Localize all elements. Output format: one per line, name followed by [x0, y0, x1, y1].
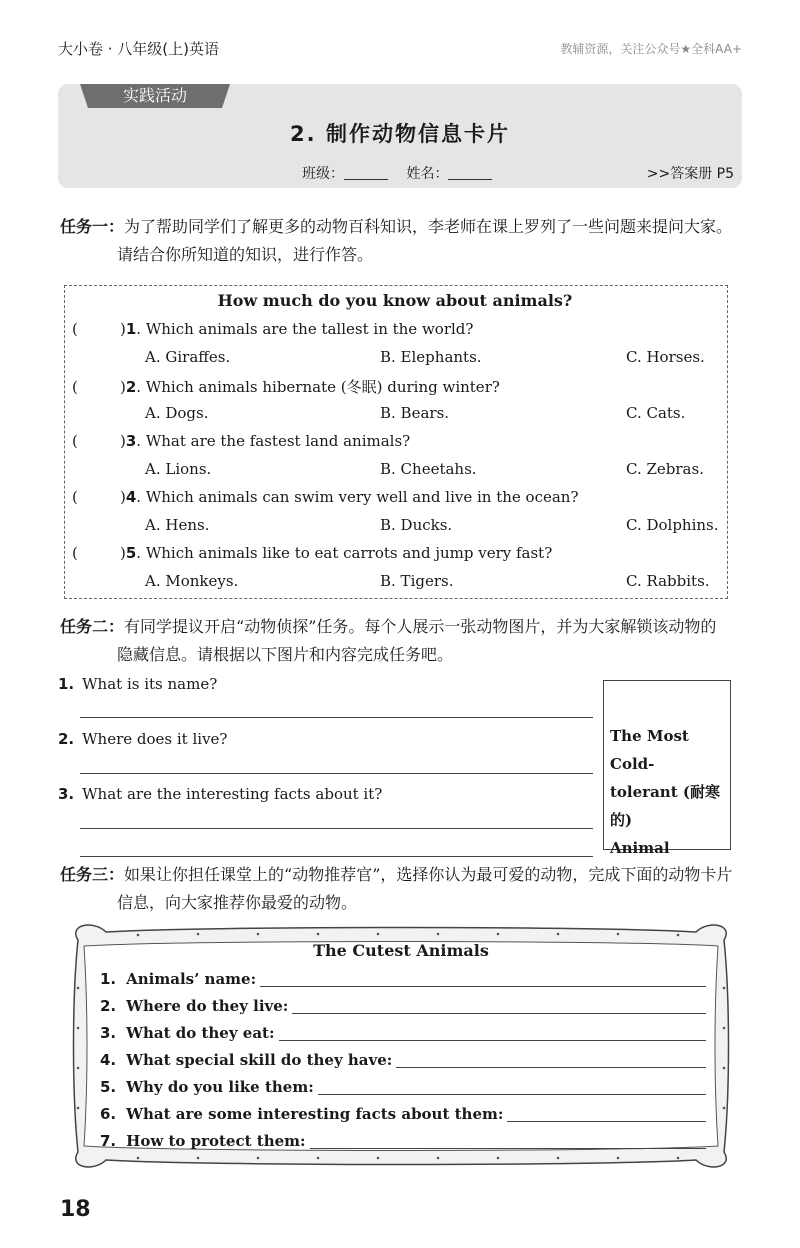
close-paren-2: ) [120, 378, 126, 396]
close-paren-5: ) [120, 544, 126, 562]
task2-text-3: What are the interesting facts about it? [82, 785, 383, 803]
answer-line-3b[interactable] [80, 856, 593, 857]
answer-paren-3[interactable] [72, 432, 120, 450]
activity-tag-label: 实践活动 [122, 86, 187, 105]
task2-line1: 有同学提议开启“动物侦探”任务。每个人展示一张动物图片，并为大家解锁该动物的 [124, 617, 717, 636]
close-paren-3: ) [120, 432, 126, 450]
question-number-3: 3 [125, 432, 137, 450]
card-text-7: How to protect them: [126, 1132, 306, 1150]
answer-paren-1[interactable] [72, 320, 120, 338]
card-item-7 [100, 1132, 706, 1150]
animal-image-caption [610, 722, 728, 862]
quiz-question-4 [72, 488, 579, 506]
answer-line-2[interactable] [80, 773, 593, 774]
open-paren-3: ( [72, 432, 78, 450]
card-item-5 [100, 1078, 706, 1096]
task2-label: 任务二： [60, 617, 125, 636]
promo-text: 教辅资源，关注公众号★全科AA+ [560, 42, 742, 56]
name-blank[interactable] [448, 165, 492, 180]
task1-line2: 请结合你所知道的知识，进行作答。 [117, 245, 374, 264]
question-number-1: 1 [125, 320, 137, 338]
quiz-question-2 [72, 376, 500, 397]
card-text-1: Animals’ name: [126, 970, 257, 988]
card-blank-6[interactable] [507, 1105, 706, 1122]
answer-paren-4[interactable] [72, 488, 120, 506]
task2-line2: 隐藏信息。请根据以下图片和内容完成任务吧。 [117, 645, 454, 664]
class-blank[interactable] [344, 165, 388, 180]
question-number-2: 2 [125, 378, 137, 396]
option-5a: A. Monkeys. [145, 572, 239, 590]
task2-question-2 [58, 730, 227, 748]
card-num-4: 4. [100, 1051, 117, 1069]
card-text-2: Where do they live: [126, 997, 289, 1015]
option-2c: C. Cats. [626, 404, 686, 422]
card-item-2 [100, 997, 706, 1015]
card-item-1 [100, 970, 706, 988]
open-paren-4: ( [72, 488, 78, 506]
card-item-3 [100, 1024, 706, 1042]
task3-line1: 如果让你担任课堂上的“动物推荐官”，选择你认为最可爱的动物，完成下面的动物卡片 [124, 865, 733, 884]
caption-line-3: Animal [610, 839, 670, 857]
open-paren-2: ( [72, 378, 78, 396]
option-1c: C. Horses. [626, 348, 705, 366]
quiz-question-5 [72, 544, 552, 562]
page-number: 18 [60, 1197, 91, 1222]
option-5b: B. Tigers. [380, 572, 454, 590]
card-text-4: What special skill do they have: [126, 1051, 393, 1069]
open-paren-1: ( [72, 320, 78, 338]
card-blank-2[interactable] [292, 997, 706, 1014]
question-number-4: 4 [125, 488, 137, 506]
card-text-6: What are some interesting facts about them: [126, 1105, 504, 1123]
option-4c: C. Dolphins. [626, 516, 719, 534]
option-3b: B. Cheetahs. [380, 460, 477, 478]
card-item-6 [100, 1105, 706, 1123]
question-text-3: . What are the fastest land animals? [136, 432, 411, 450]
page-title: 2. 制作动物信息卡片 [290, 122, 510, 146]
task2-text-1: What is its name? [82, 675, 218, 693]
task2-question-1 [58, 675, 217, 693]
close-paren-1: ) [120, 320, 126, 338]
card-num-5: 5. [100, 1078, 117, 1096]
card-num-6: 6. [100, 1105, 117, 1123]
card-text-5: Why do you like them: [126, 1078, 314, 1096]
task2-number-1: 1. [58, 675, 75, 693]
option-3a: A. Lions. [145, 460, 212, 478]
card-num-1: 1. [100, 970, 117, 988]
question-text-4: . Which animals can swim very well and live in the ocean? [136, 488, 579, 506]
task3-instructions [60, 861, 745, 917]
card-item-4 [100, 1051, 706, 1069]
question-text-1: . Which animals are the tallest in the world? [136, 320, 474, 338]
class-label: 班级： [302, 166, 344, 182]
card-blank-4[interactable] [396, 1051, 706, 1068]
answer-line-1[interactable] [80, 717, 593, 718]
answer-reference: >>答案册 P5 [646, 166, 734, 182]
task2-number-2: 2. [58, 730, 75, 748]
caption-line-1: The Most Cold- [610, 727, 689, 773]
task2-number-3: 3. [58, 785, 75, 803]
close-paren-4: ) [120, 488, 126, 506]
card-blank-7[interactable] [310, 1132, 706, 1149]
book-title: 大小卷 · 八年级(上)英语 [58, 40, 220, 58]
name-label: 姓名： [406, 166, 449, 182]
answer-paren-2[interactable] [72, 378, 120, 396]
quiz-title: How much do you know about animals? [217, 291, 573, 310]
open-paren-5: ( [72, 544, 78, 562]
card-blank-3[interactable] [279, 1024, 706, 1041]
card-num-7: 7. [100, 1132, 117, 1150]
option-2a: A. Dogs. [145, 404, 209, 422]
option-2b: B. Bears. [380, 404, 450, 422]
card-blank-1[interactable] [260, 970, 706, 987]
caption-line-2: tolerant (耐寒的) [610, 783, 720, 829]
class-name-line [302, 163, 506, 183]
answer-paren-5[interactable] [72, 544, 120, 562]
option-1b: B. Elephants. [380, 348, 482, 366]
card-title: The Cutest Animals [313, 941, 489, 960]
task1-instructions [60, 213, 745, 269]
question-text-5: . Which animals like to eat carrots and jump very fast? [136, 544, 553, 562]
quiz-question-1 [72, 320, 473, 338]
card-num-3: 3. [100, 1024, 117, 1042]
task1-line1: 为了帮助同学们了解更多的动物百科知识，李老师在课上罗列了一些问题来提问大家。 [124, 217, 733, 236]
task3-label: 任务三： [60, 865, 125, 884]
task2-text-2: Where does it live? [82, 730, 228, 748]
option-4a: A. Hens. [145, 516, 210, 534]
option-1a: A. Giraffes. [145, 348, 231, 366]
task2-question-3 [58, 785, 382, 803]
option-5c: C. Rabbits. [626, 572, 710, 590]
question-text-2: . Which animals hibernate (冬眠) during winter? [136, 378, 500, 396]
option-4b: B. Ducks. [380, 516, 453, 534]
option-3c: C. Zebras. [626, 460, 704, 478]
card-blank-5[interactable] [318, 1078, 706, 1095]
task3-line2: 信息，向大家推荐你最爱的动物。 [117, 893, 358, 912]
task2-instructions [60, 613, 745, 669]
answer-line-3a[interactable] [80, 828, 593, 829]
quiz-question-3 [72, 432, 410, 450]
card-text-3: What do they eat: [126, 1024, 275, 1042]
task1-label: 任务一： [60, 217, 125, 236]
card-num-2: 2. [100, 997, 117, 1015]
question-number-5: 5 [125, 544, 137, 562]
